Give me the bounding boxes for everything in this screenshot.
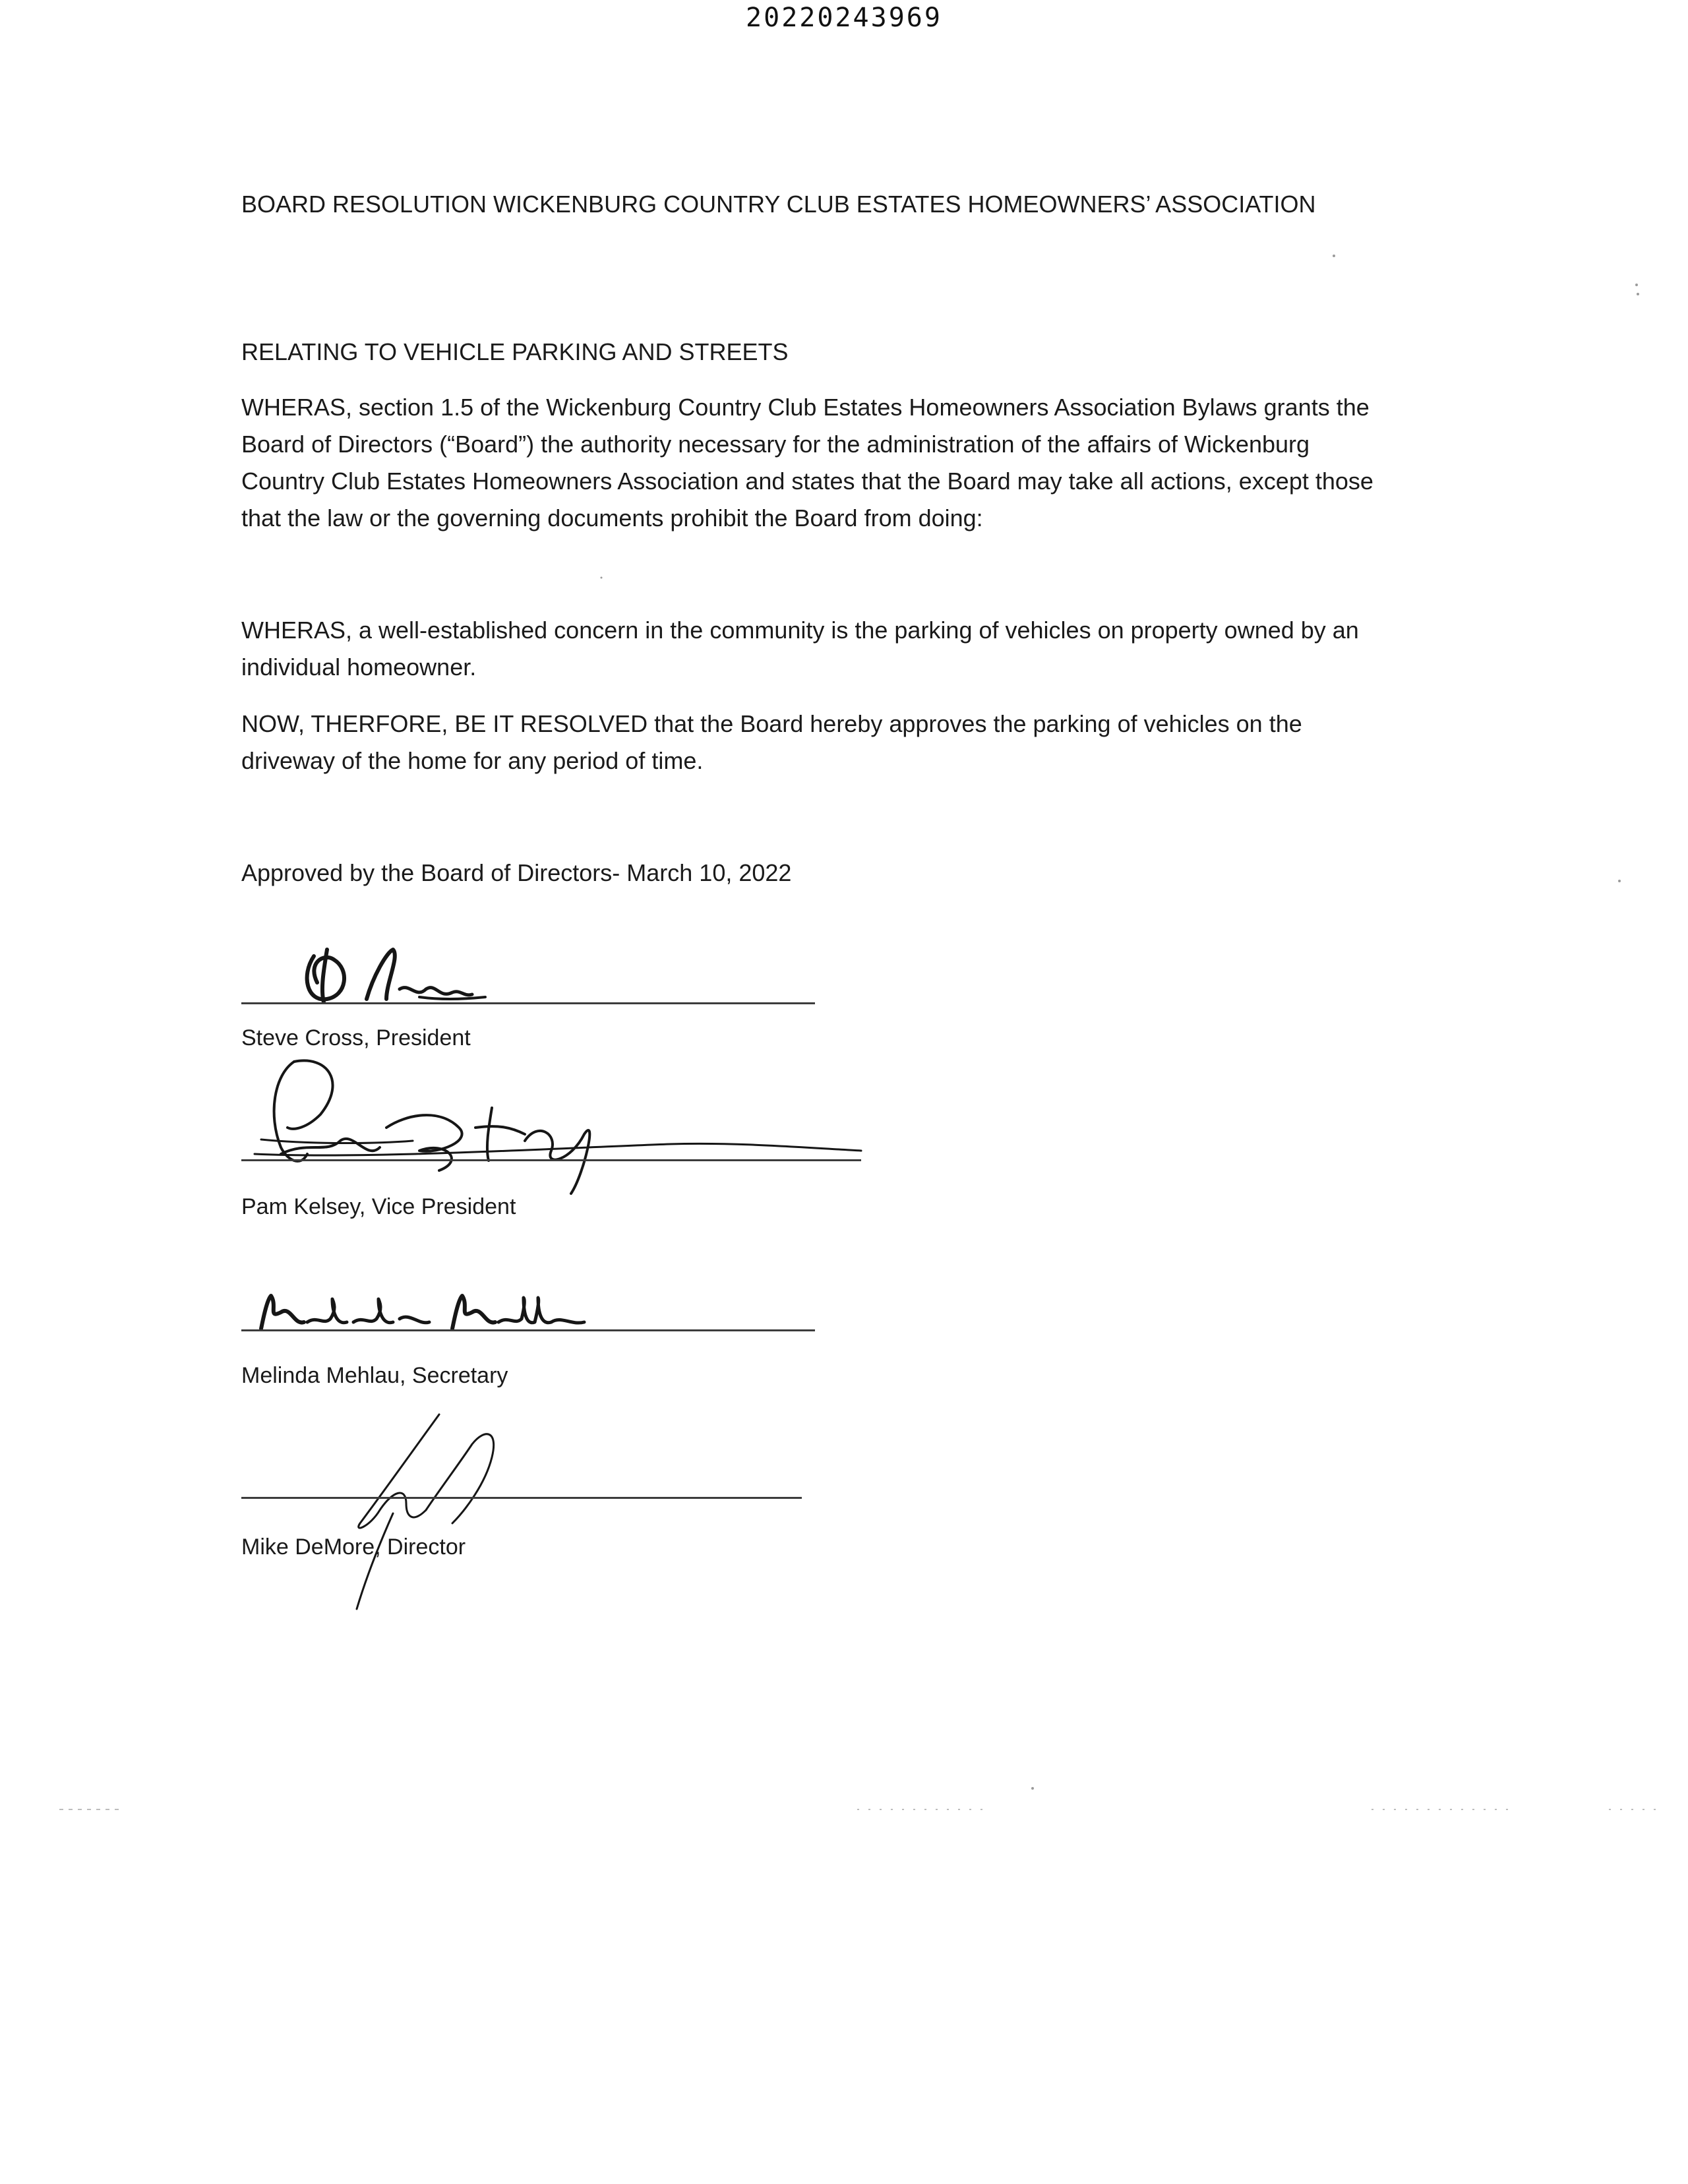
document-title: BOARD RESOLUTION WICKENBURG COUNTRY CLUB ESTATES HOMEOWNERS’ ASSOCIATION bbox=[241, 191, 1316, 218]
whereas-paragraph-bylaws: WHERAS, section 1.5 of the Wickenburg Country Club Estates Homeowners Association Bylaws grants the Board of Directors (“Board”) the authority necessary for the administration of the affairs of Wickenburg Country Club Estates Homeowners Association and states that the Board may take all actions, except those that the law or the governing documents prohibit the Board from doing: bbox=[241, 394, 1373, 531]
signature-line bbox=[241, 1159, 861, 1161]
signer-name-director: Mike DeMore, Director bbox=[241, 1534, 466, 1560]
signature-vice-president bbox=[241, 1055, 868, 1187]
signer-name-president: Steve Cross, President bbox=[241, 1025, 471, 1050]
signer-name-secretary: Melinda Mehlau, Secretary bbox=[241, 1363, 508, 1388]
signature-line bbox=[241, 1002, 815, 1004]
signature-president bbox=[287, 936, 512, 1009]
document-subtitle: RELATING TO VEHICLE PARKING AND STREETS bbox=[241, 338, 789, 365]
signer-name-vice-president: Pam Kelsey, Vice President bbox=[241, 1194, 516, 1219]
signature-line bbox=[241, 1329, 815, 1331]
signature-director bbox=[307, 1411, 531, 1622]
whereas-paragraph-parking-concern: WHERAS, a well-established concern in the community is the parking of vehicles on property owned by an individual homeowner. bbox=[241, 617, 1359, 681]
resolved-paragraph: NOW, THERFORE, BE IT RESOLVED that the Board hereby approves the parking of vehicles on the driveway of the home for any period of time. bbox=[241, 710, 1302, 774]
signature-line bbox=[241, 1497, 802, 1499]
approval-date-line: Approved by the Board of Directors- March 10, 2022 bbox=[241, 859, 792, 886]
recording-number: 20220243969 bbox=[746, 3, 942, 33]
